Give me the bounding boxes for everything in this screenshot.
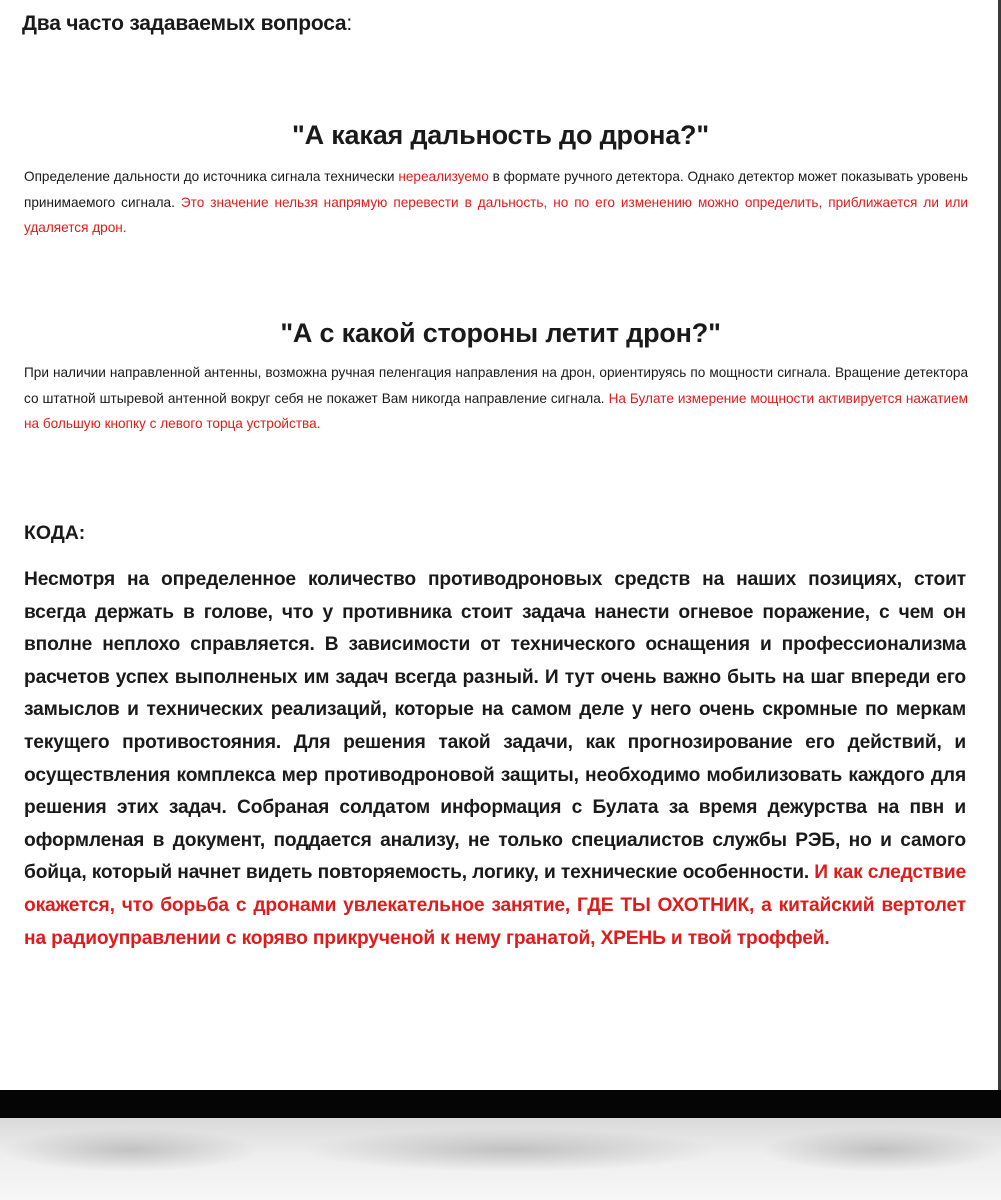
- coda-highlight-conclusion: И как следствие окажется, что борьба с дронами увлекательное занятие, ГДЕ ТЫ ОХОТНИК, а китайский вертолет на радиоуправлении с коряво прикрученой к нему гранатой, ХРЕНЬ и твой троффей.: [24, 862, 966, 949]
- shadow-blob: [300, 1128, 720, 1172]
- question-1-title: "А какая дальность до дрона?": [292, 120, 709, 150]
- intro-colon: :: [346, 12, 353, 35]
- q1-text-part-3: в формате ручного детектора. Однако детектор может показывать уровень принимаемого сигнала.: [24, 169, 968, 210]
- q1-highlight-conclusion: Это значение нельзя напрямую перевести в дальность, но по его изменению можно определить, приближается ли или удаляется дрон.: [24, 194, 968, 235]
- q1-text-part-1: Определение дальности до источника сигнала технически: [24, 169, 399, 184]
- shadow-blob: [760, 1128, 1001, 1172]
- intro-heading: [22, 12, 352, 36]
- question-2-answer: [24, 360, 968, 437]
- question-1-answer: [24, 164, 968, 241]
- q2-highlight-bulat-button: На Булате измерение мощности активируется нажатием на большую кнопку с левого торца устройства.: [24, 390, 968, 431]
- shadow-blob: [0, 1128, 260, 1172]
- coda-paragraph: [24, 564, 966, 955]
- q2-text-part-1: При наличии направленной антенны, возможна ручная пеленгация направления на дрон, ориентируясь по мощности сигнала. Вращение детектора со штатной штыревой антенной вокруг себя не покажет Вам никогда направление сигнала.: [24, 365, 968, 406]
- question-2-title: "А с какой стороны летит дрон?": [280, 318, 721, 348]
- bottom-black-bar: [0, 1090, 1001, 1118]
- q1-highlight-unrealizable: нереализуемо: [398, 169, 489, 184]
- coda-heading: КОДА:: [24, 522, 86, 544]
- coda-text: Несмотря на определенное количество противодроновых средств на наших позициях, стоит всегда держать в голове, что у противника стоит задача нанести огневое поражение, с чем он вполне неплохо справляется. В зависимости от технического оснащения и профессионализма расчетов успех выполненых им задач всегда разный. И тут очень важно быть на шаг впереди его замыслов и технических реализаций, которые на самом деле у него очень скромные по меркам текущего противостояния. Для решения такой задачи, как прогнозирование его действий, и осуществления комплекса мер противодроновой защиты, необходимо мобилизовать каждого для решения этих задач. Собраная солдатом информация с Булата за время дежурства на пвн и оформленая в документ, поддается анализу, не только специалистов службы РЭБ, но и самого бойца, который начнет видеть повторяемость, логику, и технические особенности.: [24, 569, 966, 884]
- intro-text: Два часто задаваемых вопроса: [22, 12, 347, 35]
